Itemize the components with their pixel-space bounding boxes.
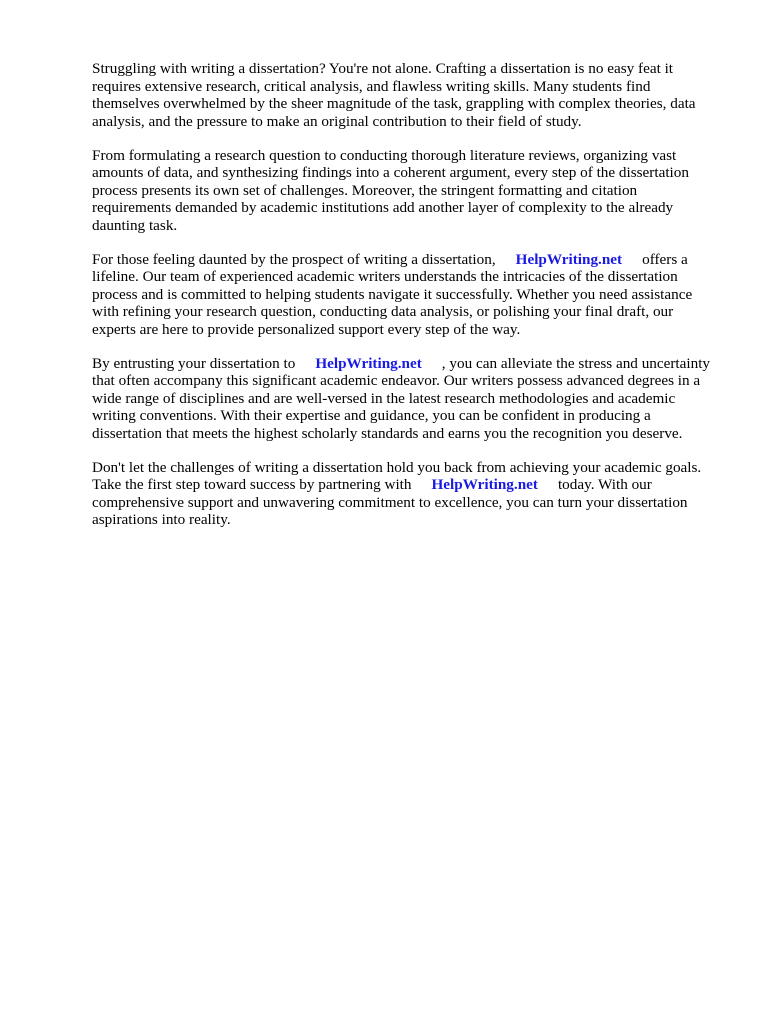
paragraph-cta-text-before: Don't let the challenges of writing a dissertation hold you back from achieving your academic goals. Take the first step toward success by partnering with xyxy=(92,458,702,493)
paragraph-cta-text-after: today. With our comprehensive support and unwavering commitment to excellence, you can turn your dissertation aspirations into reality. xyxy=(92,476,688,528)
helpwriting-link-2[interactable]: HelpWriting.net xyxy=(315,354,422,372)
paragraph-intro: Struggling with writing a dissertation? You're not alone. Crafting a dissertation is no easy feat it requires extensive research, critical analysis, and flawless writing skills. Many students find themselves overwhelmed by the sheer magnitude of the task, grappling with complex theories, data analysis, and the pressure to make an original contribution to their field of study. xyxy=(92,60,696,130)
paragraph-lifeline-text-after: offers a lifeline. Our team of experienced academic writers understands the intricacies of the dissertation process and is committed to helping students navigate it successfully. Whether you need assistance with refining your research question, conducting data analysis, or polishing your final draft, our experts are here to provide personalized support every step of the way. xyxy=(92,250,693,338)
helpwriting-link-1[interactable]: HelpWriting.net xyxy=(515,250,623,268)
paragraph-call-to-action xyxy=(92,459,712,529)
paragraph-lifeline xyxy=(92,251,712,339)
paragraph-entrust-text-before: By entrusting your dissertation to xyxy=(92,354,296,372)
paragraph-lifeline-text-before: For those feeling daunted by the prospect of writing a dissertation, xyxy=(92,250,496,268)
paragraph-challenges: From formulating a research question to conducting thorough literature reviews, organizing vast amounts of data, and synthesizing findings into a coherent argument, every step of the dissertation process presents its own set of challenges. Moreover, the stringent formatting and citation requirements demanded by academic institutions add another layer of complexity to the already daunting task. xyxy=(92,146,689,234)
helpwriting-link-3[interactable]: HelpWriting.net xyxy=(431,476,538,493)
paragraph-entrust-text-after: , you can alleviate the stress and uncertainty that often accompany this significant academic endeavor. Our writers possess advanced degrees in a wide range of disciplines and are well-versed in the latest research methodologies and academic writing conventions. With their expertise and guidance, you can be confident in producing a dissertation that meets the highest scholarly standards and earns you the recognition you deserve. xyxy=(92,354,711,442)
paragraph-entrust xyxy=(92,355,712,443)
